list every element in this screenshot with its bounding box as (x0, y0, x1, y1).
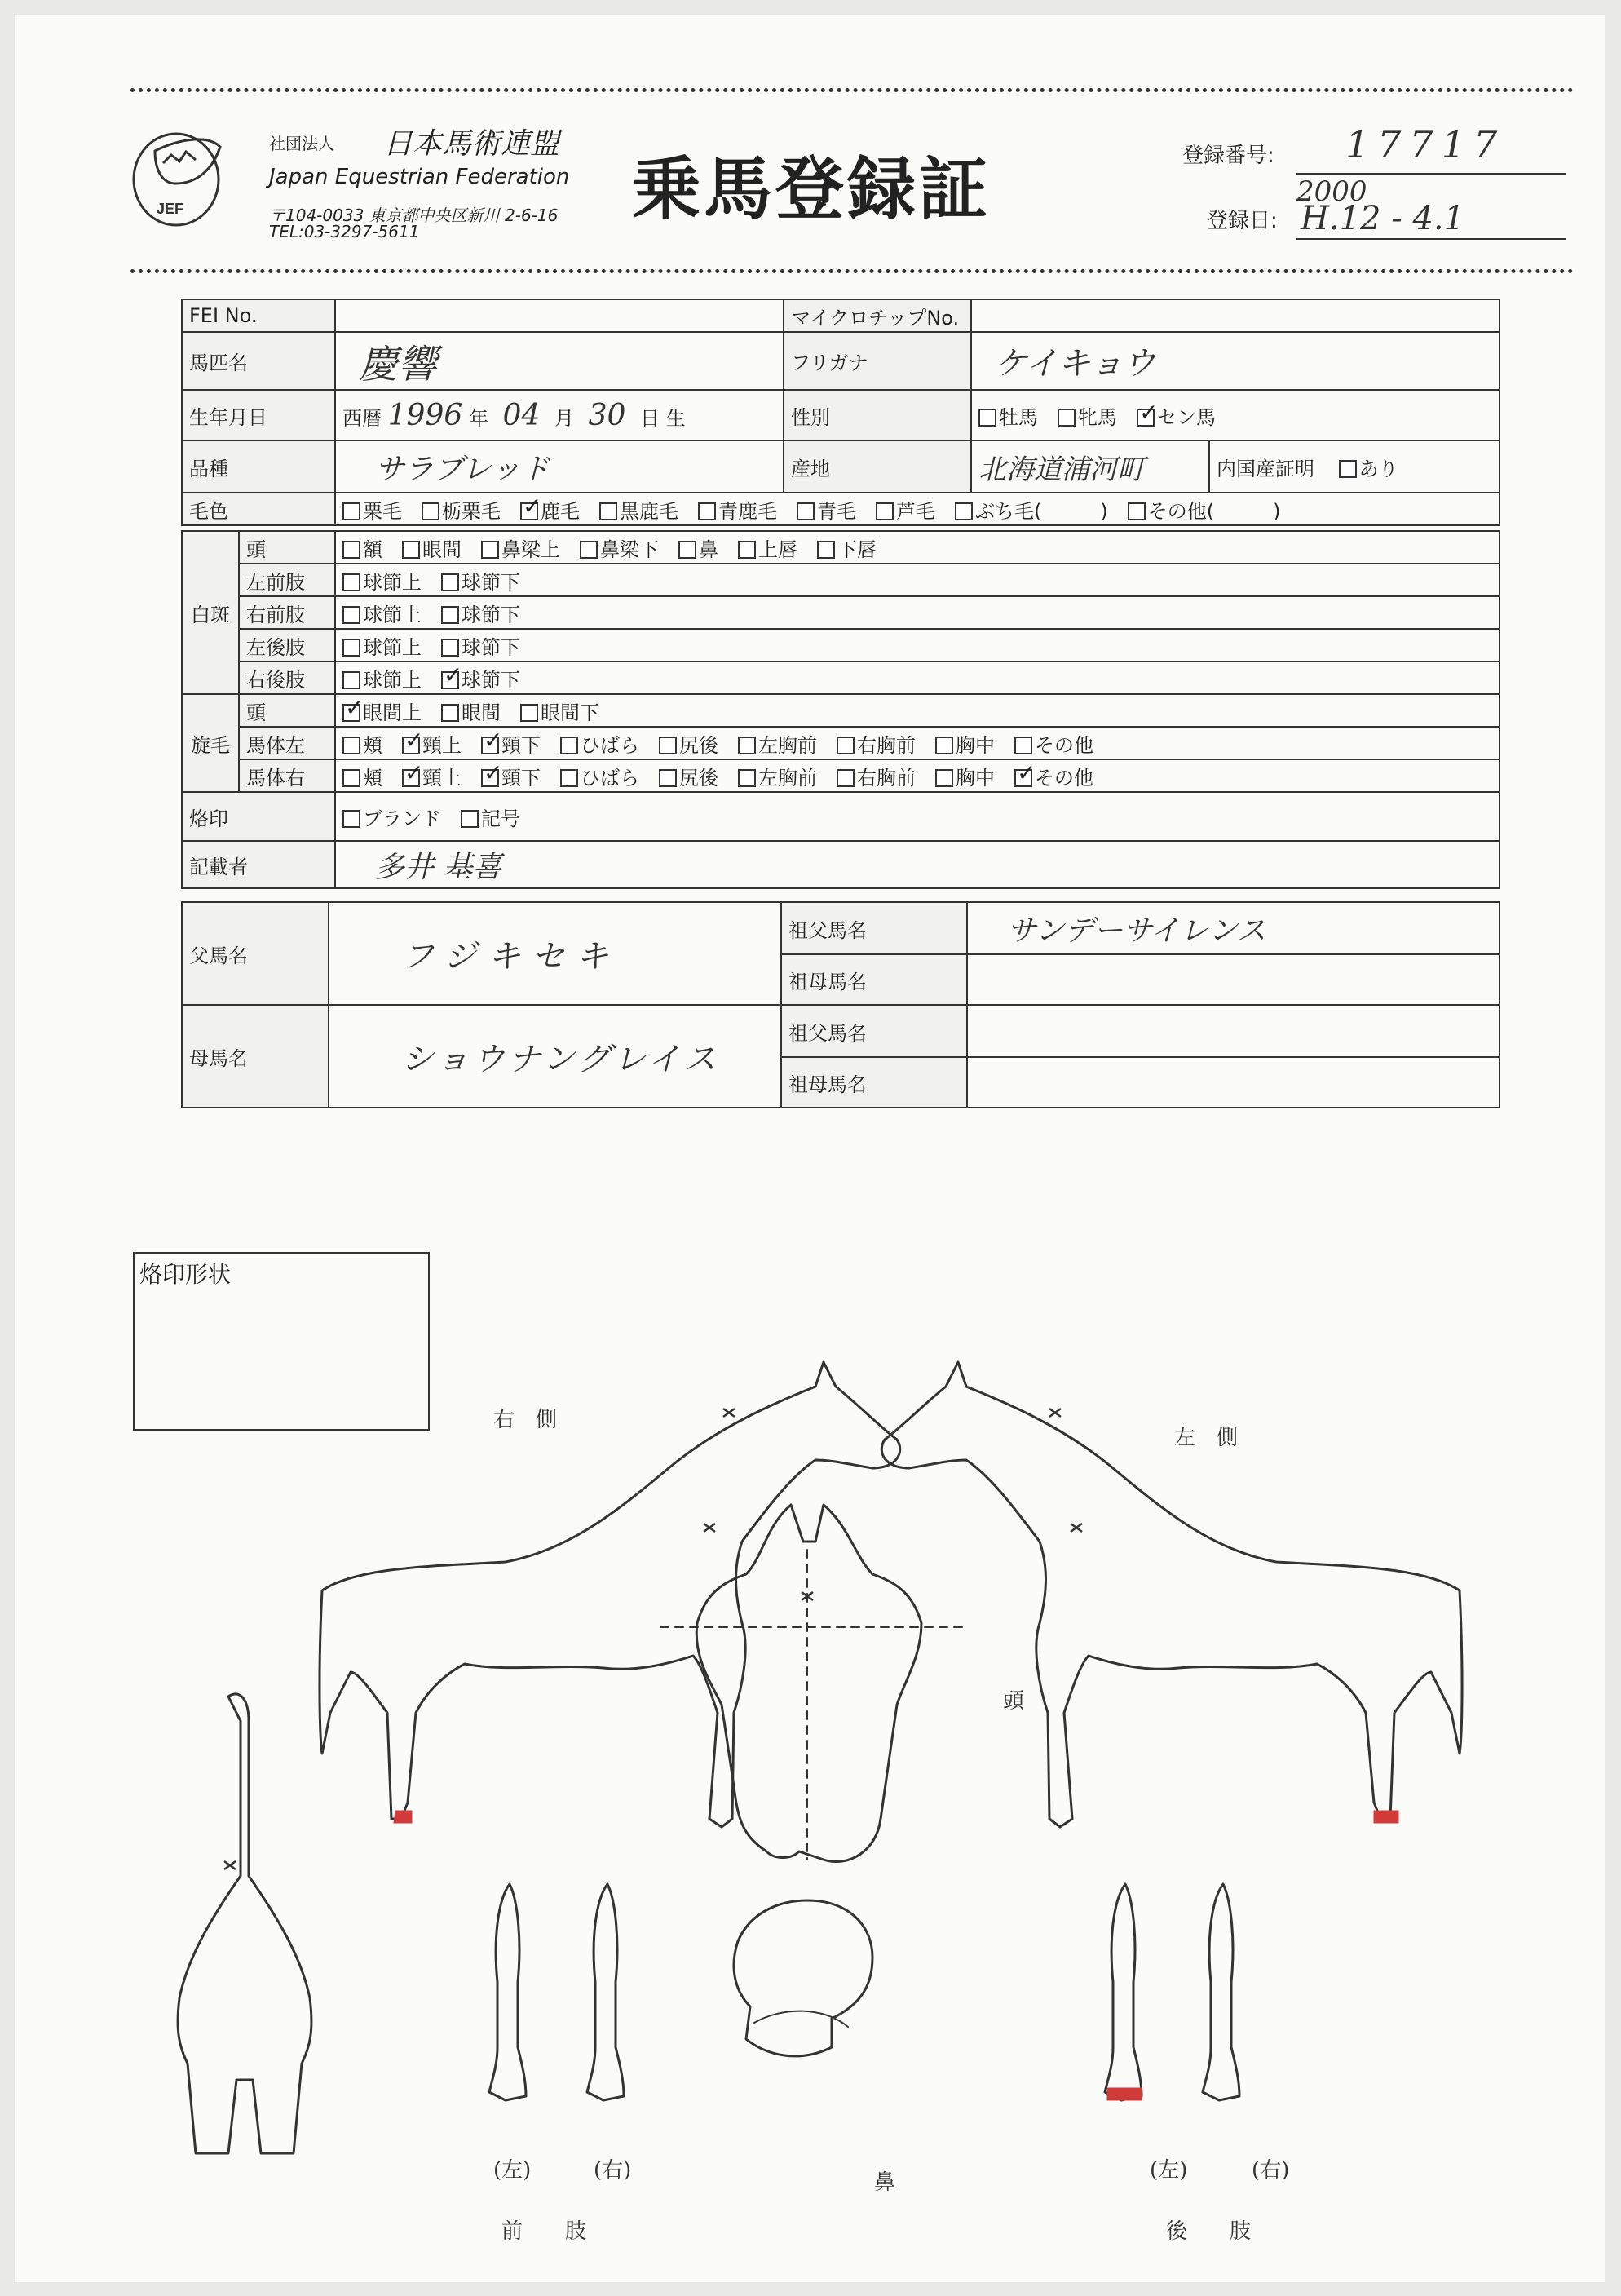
brand-shape-label: 烙印形状 (139, 1261, 232, 1288)
brand-checkbox[interactable] (461, 810, 479, 828)
whorl-checkbox[interactable] (837, 737, 855, 754)
forelimb-right-caption: (右) (594, 2158, 632, 2183)
white-marking-checkbox[interactable] (342, 573, 360, 591)
sex-option (1058, 406, 1117, 429)
whorl-checkbox[interactable] (481, 737, 499, 754)
color-option (520, 500, 580, 523)
sire-grandsire-value: サンデーサイレンス (1007, 914, 1266, 948)
whorl-checkbox[interactable] (738, 737, 756, 754)
left-side-caption: 左 側 (1174, 1426, 1239, 1450)
whorl-option (837, 734, 916, 757)
white-marking-checkbox[interactable] (402, 541, 420, 559)
white-marking-option-label: 鼻梁上 (501, 538, 560, 561)
color-option (955, 500, 1108, 523)
sex-option-label: 牡馬 (999, 405, 1038, 429)
white-marking-option-label: 鼻梁下 (600, 538, 659, 561)
white-marking-fill (1374, 1811, 1398, 1823)
org-tel: TEL:03-3297-5611 (269, 222, 420, 241)
breed-value: サラブレッド (375, 452, 550, 486)
birth-year-unit: 年 (468, 406, 488, 430)
whorl-checkbox[interactable] (342, 737, 360, 754)
color-option (876, 500, 935, 523)
document-title: 乗馬登録証 (632, 149, 992, 229)
brand-option (461, 807, 520, 830)
sire-grandsire-cell (967, 902, 1500, 954)
whorl-part-options (335, 694, 1500, 727)
origin-label: 産地 (784, 440, 971, 493)
whorl-option-label: ひばら (581, 733, 639, 757)
horse-name-cell (335, 332, 784, 390)
white-marking-right-hind (394, 1811, 1398, 2100)
birth-day: 30 (588, 398, 626, 432)
whorl-option (935, 767, 995, 790)
whorl-option (342, 734, 382, 757)
white-marking-option (342, 604, 422, 626)
logo-text: JEF (157, 201, 184, 217)
brand-option-label: ブランド (363, 807, 441, 830)
white-marking-part-options (335, 596, 1500, 629)
whorl-option (402, 767, 462, 790)
color-option-label: その他( ) (1147, 499, 1281, 523)
white-marking-checkbox[interactable] (441, 573, 459, 591)
breed-label: 品種 (182, 440, 335, 493)
whorl-option (659, 767, 718, 790)
whorl-option-label: 尻後 (679, 733, 718, 757)
registration-date-underline (1296, 238, 1566, 240)
registration-number-label: 登録番号: (1182, 144, 1274, 168)
color-checkbox[interactable] (422, 502, 439, 520)
whorl-checkbox[interactable] (935, 769, 953, 787)
white-marking-checkbox[interactable] (580, 541, 598, 559)
whorl-option (1014, 734, 1093, 757)
whorl-checkbox[interactable] (560, 769, 578, 787)
rear-view-horse (178, 1694, 311, 2153)
white-marking-option-label: 下唇 (837, 538, 877, 561)
color-option (698, 500, 777, 523)
origin-value: 北海道浦河町 (978, 453, 1145, 486)
breed-cell (335, 440, 784, 493)
forelimb-right (587, 1884, 624, 2100)
color-label: 毛色 (182, 493, 335, 525)
white-marking-checkbox[interactable] (678, 541, 696, 559)
sex-option-label: セン馬 (1157, 405, 1216, 429)
whorl-option (342, 767, 382, 790)
white-marking-option (441, 604, 520, 626)
color-checkbox[interactable] (1128, 502, 1146, 520)
white-marking-checkbox[interactable] (342, 541, 360, 559)
hindlimb-caption: 後 肢 (1166, 2219, 1252, 2244)
furigana-cell (971, 332, 1500, 390)
white-marking-checkbox[interactable] (342, 671, 360, 689)
org-name-ja: 日本馬術連盟 (383, 127, 560, 161)
whorl-option-label: 頸上 (422, 733, 462, 757)
color-option-label: 栃栗毛 (442, 499, 501, 523)
sex-checkbox[interactable] (1058, 409, 1076, 427)
white-marking-option (342, 571, 422, 594)
sire-granddam-value (967, 954, 1500, 1005)
hindlimb-left (1105, 1884, 1142, 2100)
white-marking-option-label: 眼間 (422, 538, 462, 561)
white-marking-part-options (335, 661, 1500, 694)
domestic-cert-checkbox[interactable] (1339, 460, 1357, 478)
white-marking-option-label: 鼻 (699, 538, 718, 561)
color-checkbox[interactable] (698, 502, 716, 520)
white-marking-part-options (335, 629, 1500, 661)
microchip-label: マイクロチップNo. (784, 299, 971, 332)
brand-checkbox[interactable] (342, 810, 360, 828)
white-marking-option-label: 球節上 (363, 635, 422, 659)
color-option-label: 栗毛 (363, 499, 402, 523)
whorl-part-label: 馬体左 (239, 727, 335, 759)
whorl-checkbox[interactable] (520, 704, 538, 722)
white-marking-checkbox[interactable] (342, 606, 360, 624)
whorl-option (481, 734, 541, 757)
color-checkbox[interactable] (520, 502, 538, 520)
sex-option-label: 牝馬 (1078, 405, 1117, 429)
color-option (599, 500, 678, 523)
white-marking-option-label: 額 (363, 538, 382, 561)
whorl-checkbox[interactable] (402, 769, 420, 787)
whorl-part-options (335, 759, 1500, 792)
whorl-checkbox[interactable] (1014, 769, 1032, 787)
whorl-option-label: 尻後 (679, 766, 718, 790)
writer-value: 多井 基喜 (375, 850, 502, 884)
whorl-option-label: 頬 (363, 766, 382, 790)
color-checkbox[interactable] (876, 502, 894, 520)
color-option-label: 芦毛 (896, 499, 935, 523)
white-marking-checkbox[interactable] (441, 671, 459, 689)
white-marking-option (342, 669, 422, 692)
markings-table (181, 530, 1500, 889)
nose-caption: 鼻 (874, 2170, 896, 2195)
white-marking-option (481, 538, 560, 561)
color-option (797, 500, 856, 523)
org-name-en: Japan Equestrian Federation (269, 165, 570, 189)
whorl-option-label: 頸上 (422, 766, 462, 790)
white-marking-option (402, 538, 462, 561)
whorl-option (560, 734, 639, 757)
whorl-checkbox[interactable] (481, 769, 499, 787)
sire-label: 父馬名 (182, 902, 329, 1005)
registration-date-value: H.12 - 4.1 (1301, 200, 1465, 237)
whorl-checkbox[interactable] (659, 769, 677, 787)
furigana-value: ケイキョウ (995, 345, 1156, 383)
sex-option (1137, 406, 1216, 429)
white-marking-option (342, 538, 382, 561)
white-marking-option (678, 538, 718, 561)
white-marking-option (441, 636, 520, 659)
white-marking-option-label: 球節下 (462, 635, 520, 659)
forelimb-left-caption: (左) (493, 2158, 532, 2183)
hindlimb-right (1203, 1884, 1239, 2100)
registration-number-underline (1296, 173, 1566, 175)
white-marking-fill (1107, 2088, 1142, 2100)
color-checkbox[interactable] (599, 502, 617, 520)
white-marking-option (580, 538, 659, 561)
pedigree-table (181, 901, 1500, 1108)
domestic-cert-cell (1209, 440, 1500, 493)
right-side-caption: 右 側 (493, 1408, 558, 1432)
fei-value (335, 299, 784, 332)
color-option-label: 青毛 (817, 499, 856, 523)
brand-label: 烙印 (182, 792, 335, 841)
horse-name-value: 慶響 (359, 342, 438, 387)
white-marking-option (817, 538, 877, 561)
white-marking-option (441, 571, 520, 594)
color-checkbox[interactable] (342, 502, 360, 520)
white-marking-option (441, 669, 520, 692)
sire-cell (329, 902, 781, 1005)
birth-day-unit: 日 生 (640, 406, 686, 430)
whorl-option (738, 767, 817, 790)
hindlimb-right-caption: (右) (1252, 2158, 1290, 2183)
whorl-option-label: 右胸前 (857, 733, 916, 757)
dam-grandsire-value (967, 1005, 1500, 1057)
white-marking-checkbox[interactable] (481, 541, 499, 559)
whorl-checkbox[interactable] (441, 704, 459, 722)
color-option-label: ぶち毛( ) (975, 499, 1108, 523)
color-checkbox[interactable] (955, 502, 973, 520)
whorl-option-label: 胸中 (956, 733, 995, 757)
head-caption: 頭 (1003, 1689, 1025, 1714)
whorl-checkbox[interactable] (342, 704, 360, 722)
top-dotted-rule (130, 88, 1574, 92)
origin-cell (971, 440, 1209, 493)
left-side-horse (881, 1362, 1462, 1827)
domestic-cert-label: 内国産証明 (1217, 457, 1314, 480)
whorl-option (560, 767, 639, 790)
white-marking-part-label: 左後肢 (239, 629, 335, 661)
brand-options (335, 792, 1500, 841)
org-address: 〒104-0033 東京都中央区新川 2-6-16 (269, 206, 559, 225)
sex-label: 性別 (784, 390, 971, 440)
white-marking-part-label: 右後肢 (239, 661, 335, 694)
whorl-option-label: 頸下 (501, 766, 541, 790)
registration-date-label: 登録日: (1207, 209, 1278, 233)
color-checkbox[interactable] (797, 502, 815, 520)
whorl-checkbox[interactable] (738, 769, 756, 787)
white-marking-group-label: 白斑 (182, 531, 239, 694)
whorl-part-options (335, 727, 1500, 759)
whorl-option (481, 767, 541, 790)
whorl-option-label: 左胸前 (758, 733, 817, 757)
domestic-cert-option: あり (1358, 457, 1398, 480)
white-marking-option (738, 538, 797, 561)
sire-grandsire-label: 祖父馬名 (781, 902, 967, 954)
whorl-checkbox[interactable] (1014, 737, 1032, 754)
whorl-option-label: 眼間 (462, 701, 501, 724)
writer-cell (335, 841, 1500, 888)
dam-cell (329, 1005, 781, 1108)
brand-option-label: 記号 (481, 807, 520, 830)
brand-option (342, 807, 441, 830)
white-marking-option-label: 球節下 (462, 668, 520, 692)
color-option (1128, 500, 1281, 523)
white-marking-option-label: 球節上 (363, 668, 422, 692)
white-marking-option-label: 球節下 (462, 603, 520, 626)
whorl-option-label: ひばら (581, 766, 639, 790)
white-marking-option-label: 球節上 (363, 570, 422, 594)
whorl-option (402, 734, 462, 757)
white-marking-part-options (335, 564, 1500, 596)
right-side-horse (320, 1362, 900, 1827)
whorl-option-label: 頬 (363, 733, 382, 757)
whorl-option (1014, 767, 1093, 790)
whorl-option (837, 767, 916, 790)
fei-label: FEI No. (182, 299, 335, 332)
forelimb-caption: 前 肢 (501, 2219, 587, 2244)
dam-value: ショウナングレイス (401, 1040, 719, 1078)
jef-logo (130, 122, 228, 228)
white-marking-part-label: 頭 (239, 531, 335, 564)
whorl-checkbox[interactable] (837, 769, 855, 787)
whorl-option-label: 頸下 (501, 733, 541, 757)
whorl-option-label: 胸中 (956, 766, 995, 790)
white-marking-part-options (335, 531, 1500, 564)
org-type: 社団法人 (269, 134, 334, 153)
whorl-option-label: 左胸前 (758, 766, 817, 790)
color-option (342, 500, 402, 523)
horse-marking-diagram (147, 1329, 1533, 2259)
whorl-option-label: その他 (1035, 733, 1093, 757)
white-marking-option-label: 球節上 (363, 603, 422, 626)
dam-granddam-value (967, 1057, 1500, 1108)
front-head (696, 1505, 921, 1862)
whorl-option-label: その他 (1035, 766, 1093, 790)
birth-year: 1996 (387, 398, 463, 432)
registration-number-value: 17717 (1345, 122, 1506, 166)
whorl-option (342, 701, 422, 724)
registration-date-year-note: 2000 (1296, 175, 1367, 208)
whorl-option (659, 734, 718, 757)
color-option-label: 青鹿毛 (718, 499, 777, 523)
furigana-label: フリガナ (784, 332, 971, 390)
whorl-option (520, 701, 599, 724)
sex-option (978, 406, 1038, 429)
whorl-part-label: 頭 (239, 694, 335, 727)
birth-cell (335, 390, 784, 440)
whorl-checkbox[interactable] (342, 769, 360, 787)
sex-checkbox[interactable] (978, 409, 996, 427)
horse-info-table (181, 299, 1500, 526)
header-dotted-rule (130, 269, 1574, 273)
birth-era: 西暦 (342, 406, 382, 430)
white-marking-option-label: 球節下 (462, 570, 520, 594)
sire-value: フジキセキ (401, 937, 621, 975)
white-marking-option (342, 636, 422, 659)
white-marking-checkbox[interactable] (342, 639, 360, 657)
hindlimb-left-caption: (左) (1150, 2158, 1188, 2183)
microchip-value (971, 299, 1500, 332)
birth-label: 生年月日 (182, 390, 335, 440)
color-option-label: 鹿毛 (541, 499, 580, 523)
whorl-checkbox[interactable] (935, 737, 953, 754)
writer-label: 記載者 (182, 841, 335, 888)
dam-label: 母馬名 (182, 1005, 329, 1108)
whorl-option-label: 眼間上 (363, 701, 422, 724)
white-marking-checkbox[interactable] (738, 541, 756, 559)
dam-granddam-label: 祖母馬名 (781, 1057, 967, 1108)
whorl-option-label: 右胸前 (857, 766, 916, 790)
whorl-option (441, 701, 501, 724)
sire-granddam-label: 祖母馬名 (781, 954, 967, 1005)
whorl-checkbox[interactable] (560, 737, 578, 754)
whorl-option (738, 734, 817, 757)
nose-view (734, 1900, 872, 2056)
white-marking-fill (394, 1811, 412, 1823)
whorl-option-label: 眼間下 (541, 701, 599, 724)
sex-options (971, 390, 1500, 440)
forelimb-left (489, 1884, 526, 2100)
whorl-part-label: 馬体右 (239, 759, 335, 792)
whorl-checkbox[interactable] (659, 737, 677, 754)
white-marking-part-label: 左前肢 (239, 564, 335, 596)
color-options (335, 493, 1500, 525)
whorl-group-label: 旋毛 (182, 694, 239, 792)
dam-grandsire-label: 祖父馬名 (781, 1005, 967, 1057)
birth-month: 04 (502, 398, 541, 432)
sex-checkbox[interactable] (1137, 409, 1155, 427)
white-marking-checkbox[interactable] (441, 639, 459, 657)
white-marking-option-label: 上唇 (758, 538, 797, 561)
white-marking-checkbox[interactable] (817, 541, 835, 559)
whorl-checkbox[interactable] (402, 737, 420, 754)
color-option-label: 黒鹿毛 (620, 499, 678, 523)
white-marking-checkbox[interactable] (441, 606, 459, 624)
birth-month-unit: 月 (554, 406, 574, 430)
horse-name-label: 馬匹名 (182, 332, 335, 390)
whorl-option (935, 734, 995, 757)
color-option (422, 500, 501, 523)
white-marking-part-label: 右前肢 (239, 596, 335, 629)
